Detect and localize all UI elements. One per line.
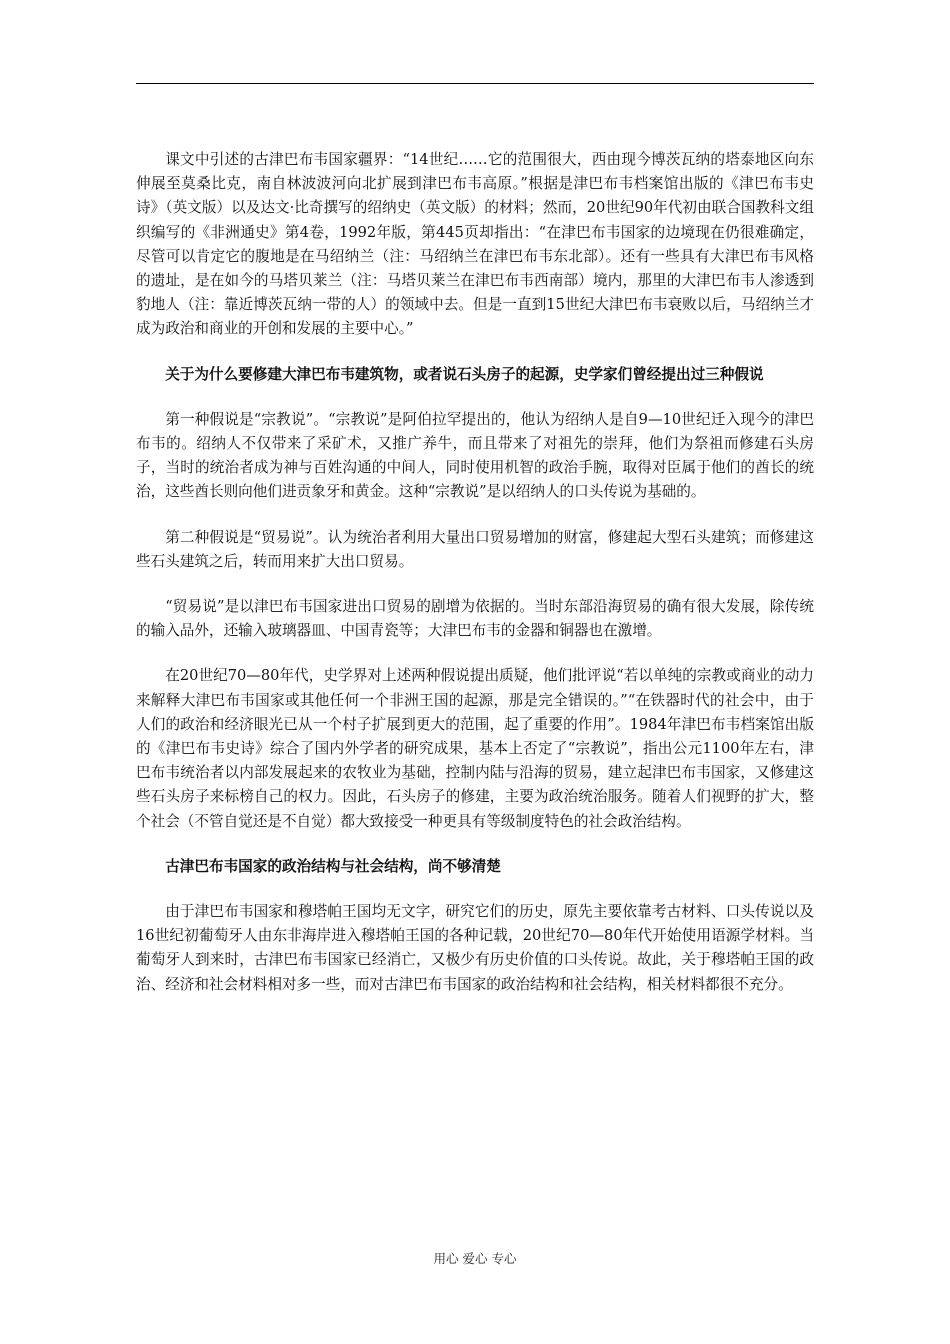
document-body bbox=[136, 148, 814, 997]
paragraph-trade-hypothesis: 第二种假说是“贸易说”。认为统治者利用大量出口贸易增加的财富，修建起大型石头建筑；而修建这些石头建筑之后，转而用来扩大出口贸易。 bbox=[136, 528, 814, 570]
paragraph-trade-basis: “贸易说”是以津巴布韦国家进出口贸易的剧增为依据的。当时东部沿海贸易的确有很大发展，除传统的输入品外，还输入玻璃器皿、中国青瓷等；大津巴布韦的金器和铜器也在激增。 bbox=[136, 598, 814, 640]
paragraph-critique: 在20世纪70—80年代，史学界对上述两种假说提出质疑，他们批评说“若以单纯的宗教或商业的动力来解释大津巴布韦国家或其他任何一个非洲王国的起源，那是完全错误的。”“在铁器时代的社会中，由于人们的政治和经济眼光已从一个村子扩展到更大的范围，起了重要的作用”。1984年津巴布韦档案馆出版的《津巴布韦史诗》综合了国内外学者的研究成果，基本上否定了“宗教说”，指出公元1100年左右，津巴布韦统治者以内部发展起来的农牧业为基础，控制内陆与沿海的贸易，建立起津巴布韦国家，又修建这些石头房子来标榜自己的权力。因此，石头房子的修建，主要为政治统治服务。随着人们视野的扩大，整个社会（不管自觉还是不自觉）都大致接受一种更具有等级制度特色的社会政治结构。 bbox=[136, 667, 814, 830]
section-heading-hypotheses: 关于为什么要修建大津巴布韦建筑物，或者说石头房子的起源，史学家们曾经提出过三种假说 bbox=[165, 365, 764, 383]
paragraph-territory: 课文中引述的古津巴布韦国家疆界：“14世纪……它的范围很大，西由现今博茨瓦纳的塔泰地区向东伸展至莫桑比克，南自林波波河向北扩展到津巴布韦高原。”根据是津巴布韦档案馆出版的《津巴布韦史诗》（英文版）以及达文·比奇撰写的绍纳史（英文版）的材料；然而，20世纪90年代初由联合国教科文组织编写的《非洲通史》第4卷，1992年版，第445页却指出：“在津巴布韦国家的边境现在仍很难确定，尽管可以肯定它的腹地是在马绍纳兰（注：马绍纳兰在津巴布韦东北部）。还有一些具有大津巴布韦风格的遗址，是在如今的马塔贝莱兰（注：马塔贝莱兰在津巴布韦西南部）境内，那里的大津巴布韦人渗透到豹地人（注：靠近博茨瓦纳一带的人）的领域中去。但是一直到15世纪大津巴布韦衰败以后，马绍纳兰才成为政治和商业的开创和发展的主要中心。” bbox=[136, 151, 814, 338]
page-footer: 用心 爱心 专心 bbox=[433, 1251, 517, 1266]
paragraph-religion-hypothesis: 第一种假说是“宗教说”。“宗教说”是阿伯拉罕提出的，他认为绍纳人是自9—10世纪迁入现今的津巴布韦的。绍纳人不仅带来了采矿术，又推广养牛，而且带来了对祖先的崇拜，他们为祭祖而修建石头房子，当时的统治者成为神与百姓沟通的中间人，同时使用机智的政治手腕，取得对臣属于他们的酋长的统治，这些酋长则向他们进贡象牙和黄金。这种“宗教说”是以绍纳人的口头传说为基础的。 bbox=[136, 410, 814, 501]
section-heading-structure: 古津巴布韦国家的政治结构与社会结构，尚不够清楚 bbox=[165, 857, 501, 875]
paragraph-sources: 由于津巴布韦国家和穆塔帕王国均无文字，研究它们的历史，原先主要依靠考古材料、口头传说以及16世纪初葡萄牙人由东非海岸进入穆塔帕王国的各种记载，20世纪70—80年代开始使用语源学材料。当葡萄牙人到来时，古津巴布韦国家已经消亡，又极少有历史价值的口头传说。故此，关于穆塔帕王国的政治、经济和社会材料相对多一些，而对古津巴布韦国家的政治结构和社会结构，相关材料都很不充分。 bbox=[136, 903, 814, 993]
header-rule bbox=[136, 83, 814, 84]
